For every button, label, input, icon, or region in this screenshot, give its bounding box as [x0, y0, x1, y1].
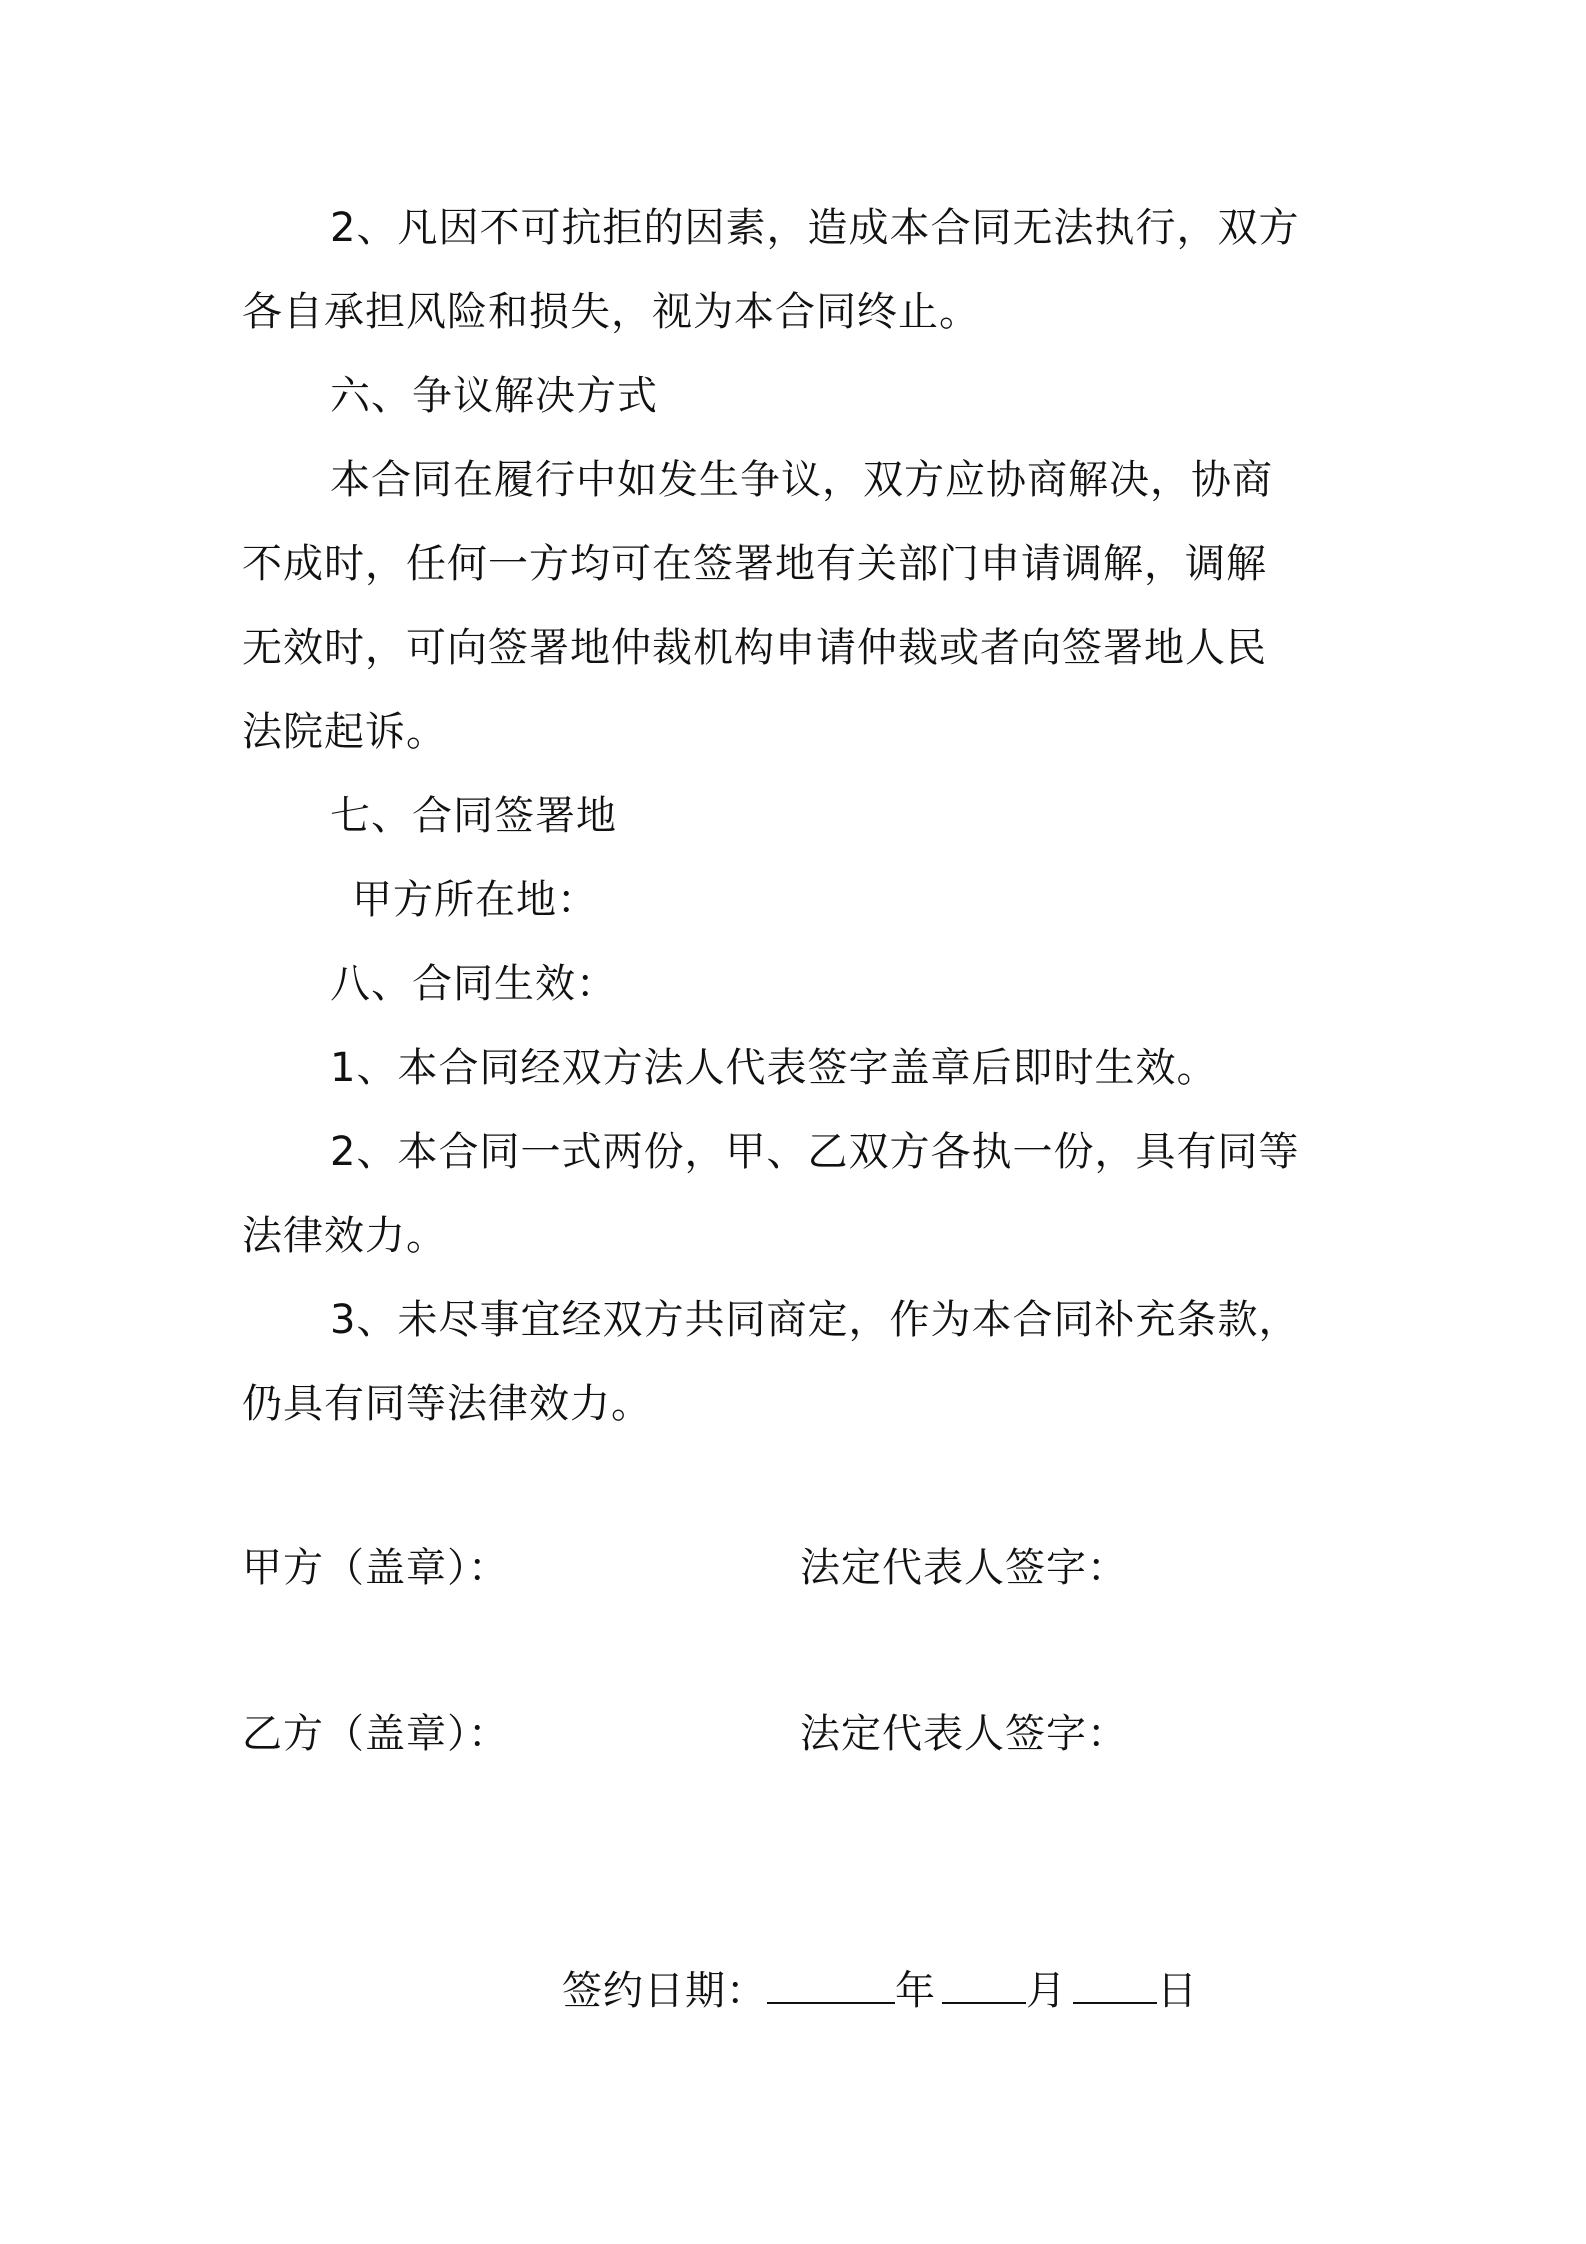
year-label: 年 [895, 1968, 936, 2014]
party-a-rep-signature-label: 法定代表人签字： [800, 1545, 1128, 1591]
party-a-seal-label: 甲方（盖章）： [242, 1545, 509, 1591]
section-heading: 六、争议解决方式 [330, 373, 658, 419]
day-blank [1073, 1962, 1157, 2004]
year-blank [767, 1962, 895, 2004]
paragraph-line: 不成时，任何一方均可在签署地有关部门申请调解，调解 [242, 541, 1267, 587]
paragraph-line: 法律效力。 [242, 1213, 447, 1259]
paragraph-line: 法院起诉。 [242, 709, 447, 755]
month-label: 月 [1026, 1968, 1067, 2014]
paragraph-line: 3、未尽事宜经双方共同商定，作为本合同补充条款， [330, 1297, 1300, 1343]
paragraph-line: 甲方所在地： [352, 877, 598, 923]
paragraph-line: 2、凡因不可抗拒的因素，造成本合同无法执行，双方 [330, 205, 1300, 251]
paragraph-line: 仍具有同等法律效力。 [242, 1381, 652, 1427]
paragraph-line: 无效时，可向签署地仲裁机构申请仲裁或者向签署地人民 [242, 625, 1267, 671]
paragraph-line: 1、本合同经双方法人代表签字盖章后即时生效。 [330, 1045, 1218, 1091]
party-b-seal-label: 乙方（盖章）： [242, 1711, 509, 1757]
section-heading: 七、合同签署地 [330, 793, 617, 839]
section-heading: 八、合同生效： [330, 961, 617, 1007]
party-b-rep-signature-label: 法定代表人签字： [800, 1711, 1128, 1757]
month-blank [942, 1962, 1026, 2004]
paragraph-line: 各自承担风险和损失，视为本合同终止。 [242, 289, 980, 335]
paragraph-line: 2、本合同一式两份，甲、乙双方各执一份，具有同等 [330, 1129, 1300, 1175]
paragraph-line: 本合同在履行中如发生争议，双方应协商解决，协商 [330, 457, 1273, 503]
signing-date-label: 签约日期： [562, 1968, 767, 2014]
day-label: 日 [1157, 1968, 1198, 2014]
signing-date-row [562, 1962, 1198, 2015]
